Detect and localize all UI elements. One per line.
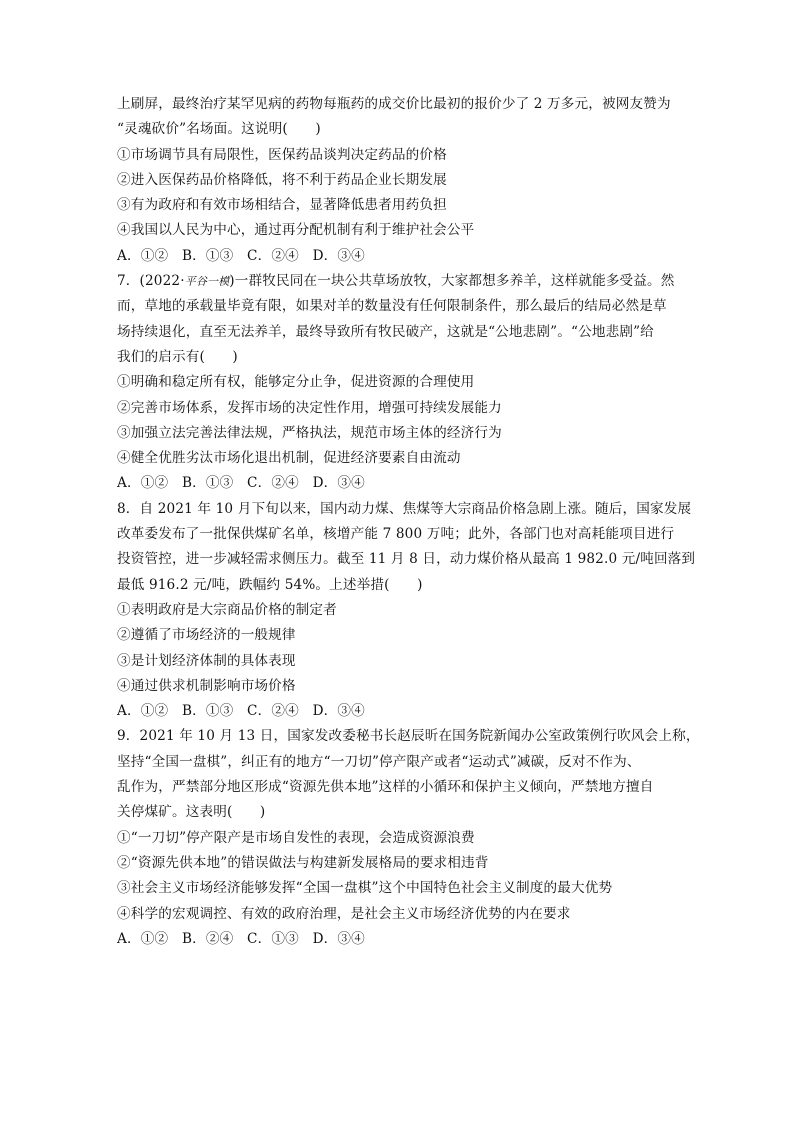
question-8-stem-line: 8．自 2021 年 10 月下旬以来，国内动力煤、焦煤等大宗商品价格急剧上涨。随后，国家发展 (117, 500, 692, 517)
question-7-answer-choices: A．①② B．①③ C．②④ D．③④ (117, 475, 365, 492)
question-7-stem-start: )一群牧民同在一块公共草场放牧，大家都想多养羊，这样就能多受益。然 (229, 273, 675, 290)
question-7-stem-line: 场持续退化，直至无法养羊，最终导致所有牧民破产，这就是“公地悲剧”。“公地悲剧”给 (117, 323, 654, 340)
question-6-option: ④我国以人民为中心，通过再分配机制有利于维护社会公平 (117, 222, 475, 239)
question-6-answer-choices: A．①② B．①③ C．②④ D．③④ (117, 247, 365, 264)
question-9-stem-line: 关停煤矿。这表明( ) (117, 804, 266, 821)
question-9-stem-line: 坚持“全国一盘棋”，纠正有的地方“一刀切”停产限产或者“运动式”减碳，反对不作为、 (117, 753, 641, 770)
question-9-answer-choices: A．①② B．②④ C．①③ D．③④ (117, 930, 365, 947)
question-7-option: ①明确和稳定所有权，能够定分止争，促进资源的合理使用 (117, 374, 475, 391)
question-7 (117, 269, 683, 497)
question-7-source: 平谷一模 (184, 275, 230, 289)
question-8-option: ①表明政府是大宗商品价格的制定者 (117, 601, 337, 618)
question-9-option: ①“一刀切”停产限产是市场自发性的表现，会造成资源浪费 (117, 829, 475, 846)
question-8-option: ②遵循了市场经济的一般规律 (117, 627, 296, 644)
question-9-option: ③社会主义市场经济能够发挥“全国一盘棋”这个中国特色社会主义制度的最大优势 (117, 880, 613, 897)
question-6-stem-line: “灵魂砍价”名场面。这说明( ) (117, 121, 321, 138)
question-7-option: ②完善市场体系，发挥市场的决定性作用，增强可持续发展能力 (117, 399, 502, 416)
question-9 (117, 724, 700, 952)
question-7-number: 7．(2022· (117, 273, 185, 290)
question-7-option: ④健全优胜劣汰市场化退出机制，促进经济要素自由流动 (117, 450, 461, 467)
question-8-stem-line: 改革委发布了一批保供煤矿名单，核增产能 7 800 万吨；此外，各部门也对高耗能项目进行 (117, 526, 675, 543)
question-7-option: ③加强立法完善法律法规，严格执法，规范市场主体的经济行为 (117, 424, 502, 441)
document-page (117, 92, 700, 952)
question-9-option: ④科学的宏观调控、有效的政府治理，是社会主义市场经济优势的内在要求 (117, 905, 571, 922)
question-9-stem-line: 乱作为，严禁部分地区形成“资源先供本地”这样的小循环和保护主义倾向，严禁地方擅自 (117, 779, 654, 796)
question-7-stem-line: 而，草地的承载量毕竟有限，如果对羊的数量没有任何限制条件，那么最后的结局必然是草 (117, 298, 667, 315)
question-7-stem-line (117, 269, 683, 294)
question-9-option: ②“资源先供本地”的错误做法与构建新发展格局的要求相违背 (117, 854, 489, 871)
question-6-option: ①市场调节具有局限性，医保药品谈判决定药品的价格 (117, 146, 447, 163)
question-8 (117, 497, 696, 725)
question-6-stem-line: 上刷屏，最终治疗某罕见病的药物每瓶药的成交价比最初的报价少了 2 万多元，被网友赞为 (117, 96, 671, 112)
question-8-stem-line: 投资管控，进一步减轻需求侧压力。截至 11 月 8 日，动力煤价格从最高 1 982.0 元/吨回落到 (117, 551, 696, 568)
question-8-stem-line: 最低 916.2 元/吨，跌幅约 54%。上述举措( ) (117, 576, 423, 593)
question-6-option: ③有为政府和有效市场相结合，显著降低患者用药负担 (117, 197, 447, 214)
question-6 (117, 92, 683, 269)
question-6-option: ②进入医保药品价格降低，将不利于药品企业长期发展 (117, 171, 447, 188)
question-8-option: ③是计划经济体制的具体表现 (117, 652, 296, 669)
question-8-option: ④通过供求机制影响市场价格 (117, 677, 296, 694)
question-8-answer-choices: A．①② B．①③ C．②④ D．③④ (117, 703, 365, 720)
question-7-stem-line: 我们的启示有( ) (117, 348, 238, 365)
question-9-stem-line: 9．2021 年 10 月 13 日，国家发改委秘书长赵辰昕在国务院新闻办公室政策例行吹风会上称， (117, 728, 700, 745)
